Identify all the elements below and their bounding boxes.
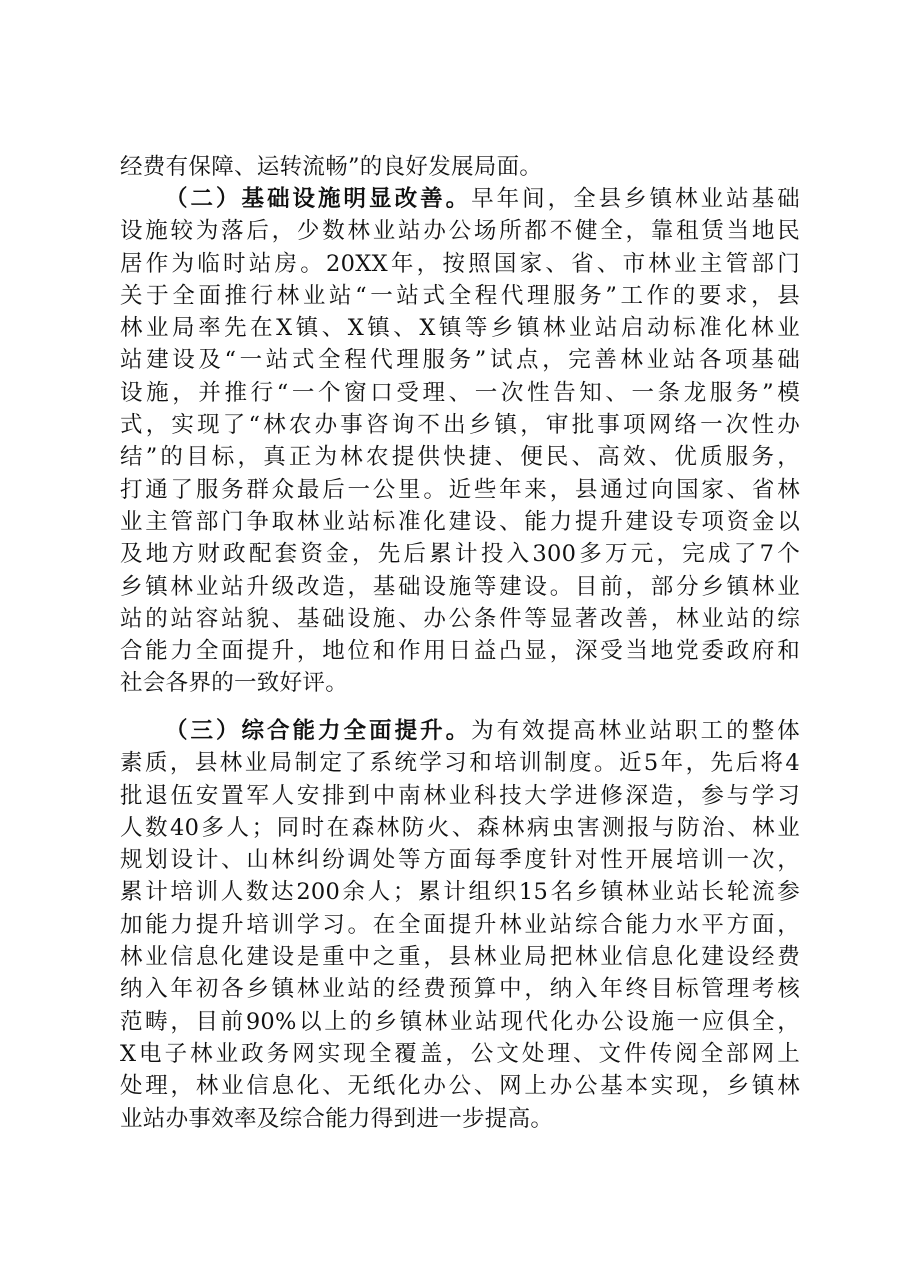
paragraph-line: 结”的目标，真正为林农提供快捷、便民、高效、优质服务， — [120, 444, 800, 471]
section-two-heading: （二）基础设施明显改善。 — [165, 186, 472, 212]
paragraph-line: 业站办事效率及综合能力得到进一步提高。 — [120, 1105, 554, 1132]
section-three-heading: （三）综合能力全面提升。 — [165, 718, 472, 744]
paragraph-line: 累计培训人数达200余人；累计组织15名乡镇林业站长轮流参 — [120, 879, 800, 906]
section-two-paragraph — [120, 183, 800, 700]
continuation-paragraph — [120, 151, 800, 183]
paragraph-line: 及地方财政配套资金，先后累计投入300多万元，完成了7个 — [120, 541, 800, 568]
paragraph-text: 早年间，全县乡镇林业站基础 — [471, 186, 800, 212]
paragraph-line: 业主管部门争取林业站标准化建设、能力提升建设专项资金以 — [120, 508, 800, 535]
paragraph-line: 设施，并推行“一个窗口受理、一次性告知、一条龙服务”模 — [120, 379, 800, 406]
paragraph-line: 规划设计、山林纠纷调处等方面每季度针对性开展培训一次， — [120, 847, 800, 874]
paragraph-line: 居作为临时站房。20XX年，按照国家、省、市林业主管部门 — [120, 250, 800, 277]
paragraph-line: 合能力全面提升，地位和作用日益凸显，深受当地党委政府和 — [120, 638, 800, 665]
paragraph-line: 关于全面推行林业站“一站式全程代理服务”工作的要求，县 — [120, 282, 800, 309]
paragraph-line: 人数40多人；同时在森林防火、森林病虫害测报与防治、林业 — [120, 814, 800, 841]
paragraph-text: 为有效提高林业站职工的整体 — [471, 718, 800, 744]
paragraph-line: 站的站容站貌、基础设施、办公条件等显著改善，林业站的综 — [120, 605, 800, 632]
paragraph-line: 乡镇林业站升级改造，基础设施等建设。目前，部分乡镇林业 — [120, 573, 800, 600]
paragraph-line: 林业信息化建设是重中之重，县林业局把林业信息化建设经费 — [120, 944, 800, 971]
paragraph-line: 社会各界的一致好评。 — [120, 670, 349, 697]
paragraph-line: 素质，县林业局制定了系统学习和培训制度。近5年，先后将4 — [120, 750, 800, 777]
paragraph-line: 加能力提升培训学习。在全面提升林业站综合能力水平方面， — [120, 911, 800, 938]
paragraph-first-line — [120, 715, 800, 747]
paragraph-line: 范畴，目前90%以上的乡镇林业站现代化办公设施一应俱全， — [120, 1008, 800, 1035]
paragraph-line: 处理，林业信息化、无纸化办公、网上办公基本实现，乡镇林 — [120, 1073, 800, 1100]
paragraph-line: 纳入年初各乡镇林业站的经费预算中，纳入年终目标管理考核 — [120, 976, 800, 1003]
paragraph-first-line — [120, 183, 800, 215]
paragraph-line: 设施较为落后，少数林业站办公场所都不健全，靠租赁当地民 — [120, 218, 800, 245]
paragraph-line: 经费有保障、运转流畅”的良好发展局面。 — [120, 154, 543, 180]
paragraph-line: 打通了服务群众最后一公里。近些年来，县通过向国家、省林 — [120, 476, 800, 503]
paragraph-line: 林业局率先在X镇、X镇、X镇等乡镇林业站启动标准化林业 — [120, 315, 800, 342]
paragraph-line: 批退伍安置军人安排到中南林业科技大学进修深造，参与学习 — [120, 782, 800, 809]
section-three-paragraph — [120, 715, 800, 1135]
paragraph-line: 式，实现了“林农办事咨询不出乡镇，审批事项网络一次性办 — [120, 412, 800, 439]
paragraph-line: X电子林业政务网实现全覆盖，公文处理、文件传阅全部网上 — [120, 1040, 800, 1067]
paragraph-line: 站建设及“一站式全程代理服务”试点，完善林业站各项基础 — [120, 347, 800, 374]
